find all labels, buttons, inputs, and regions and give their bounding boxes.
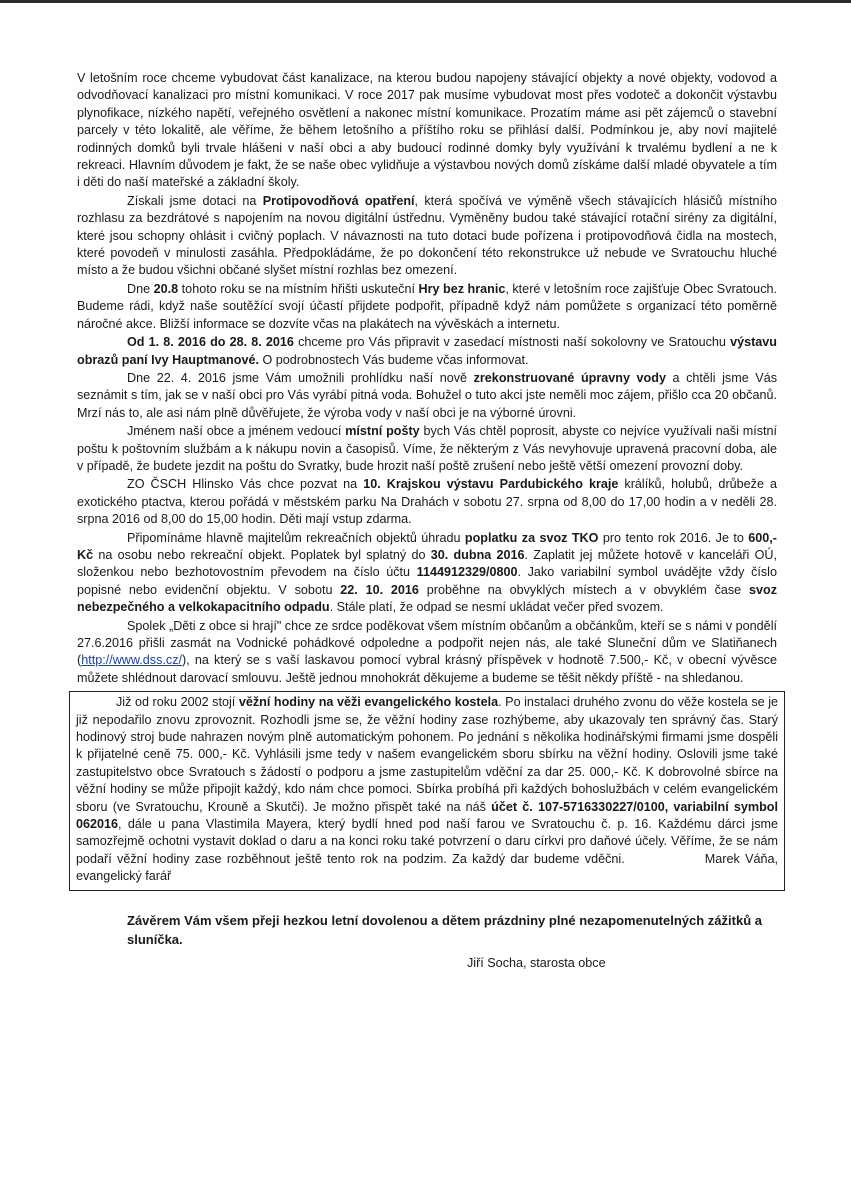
emphasis: 10. Krajskou výstavu Pardubického kraje [363,477,619,492]
text: pro tento rok 2016. Je to [598,530,749,545]
text: . Jako variabilní symbol uvádějte vždy číslo popisné nebo evidenční objektu. V sobotu [77,565,777,597]
text: králíků, holubů, drůbeže a exotického ptactva, kterou pořádá v městském parku Na Drahách v sobotu 27. srpna od 8,00 do 17,00 hodin a v neděli 28. srpna 2016 od 8,00 do 15,00 hodin. Děti mají vstup zdarma. [77,477,777,527]
text: . Stále platí, že odpad se nesmí ukládat večer před svozem. [329,600,664,615]
text: proběhne na obvyklých místech a v obvyklém čase [418,582,749,597]
paragraph-children-club [77,618,777,688]
emphasis: Protipovodňová opatření [262,193,415,208]
emphasis: poplatku za svoz TKO [464,530,599,545]
emphasis: Od 1. 8. 2016 do 28. 8. 2016 [127,335,294,350]
paragraph-sewerage [77,70,777,192]
paragraph-games [77,281,777,333]
paragraph-exhibition [77,334,777,369]
text: a chtěli jsme Vás seznámit s tím, jak se v naší obci pro Vás vyrábí pitná voda. Bohužel o tuto akci jste neměli moc zájem, přišlo cca 20 občanů. Mrzí nás to, ale asi nám plně důvěřujete, že výroba vody v naší obci je na výborné úrovni. [77,370,777,420]
text: ZO ČSCH Hlinsko Vás chce pozvat na [127,477,364,492]
text: Jménem naší obce a jménem vedoucí [127,424,346,439]
closing-wishes: Závěrem Vám všem přeji hezkou letní dovolenou a dětem prázdniny plné nezapomenutelných zážitků a sluníčka. [127,912,762,947]
paragraph-flood-grant [77,193,777,280]
text: tohoto roku se na místním hřišti uskuteční [178,281,419,296]
paragraph-church-clock [76,694,778,885]
paragraph-animal-show [77,476,777,528]
text: ), na který se s vaší laskavou pomocí vybral krásný příspěvek v hodnotě 7.500,- Kč, v obecní vývěsce můžete shlédnout darovací smlouvu. Ještě jednou mnohokrát děkujeme a budeme se těšit někdy příště - na shledanou. [77,653,777,685]
text: Získali jsme dotaci na [127,193,263,208]
emphasis: 22. 10. 2016 [340,582,419,597]
emphasis: 20.8 [153,281,179,296]
text: bych Vás chtěl poprosit, abyste co nejvíce využívali naši místní poštu k poštovním službám a k nákupu novin a časopisů. Víme, že některým z Vás nevyhovuje upravená pracovní doba, ale v případě, že budete jezdit na poštu do Svratky, bude hrozit naší poště zrušení nebo ještě větší omezení provozní doby. [77,424,777,473]
text: , které v letošním roce zajišťuje Obec Svratouch. Budeme rádi, když naše soutěžící svojí účastí přijdete podpořit, případně když nám pomůžete s organizací této poměrně náročné akce. Bližší informace se dozvíte včas na plakátech na vývěskách a internetu. [77,281,777,331]
emphasis: zrekonstruované úpravny vody [473,370,666,385]
scan-top-edge [0,0,851,3]
dss-link[interactable]: http://www.dss.cz/ [81,653,182,668]
emphasis: místní pošty [345,424,420,439]
text: . Zaplatit jej můžete hotově v kanceláři OÚ, složenkou nebo bezhotovostním převodem na číslo účtu [77,547,777,580]
paragraph-waste-fee [77,530,777,617]
emphasis: svoz nebezpečného a velkokapacitního odpadu [77,582,777,615]
paragraph-text: V letošním roce chceme vybudovat část kanalizace, na kterou budou napojeny stávající objekty a nové objekty, vodovod a odvodňovací kanalizaci pro místní komunikaci. V roce 2017 pak musíme vybudovat most přes vodoteč a dokončit výstavbu plynofikace, nízkého napětí, veřejného osvětlení a nakonec místní komunikace. Prozatím máme asi pět zájemců o stavební parcely v této lokalitě, ale věříme, že během letošního a příštího roku se přihlásí další. Podmínkou je, aby noví majitelé rodinných domků byli trvale hlášeni v naší obci a aby budoucí rodinné domky byly využívání k trvalému bydlení a ne k rekreaci. Hlavním důvodem je fakt, že se naše obec vylidňuje a výstavbou nových domů získáme další mladé obyvatele a tím i děti do naší mateřské a základní školy. [77,71,777,190]
text: Spolek „Děti z obce si hrají" chce ze srdce poděkovat všem místním občanům a občánkům, kteří se s námi v pondělí 27.6.2016 přišli zasmát na Vodnické pohádkové odpoledne a podpořit nejen nás, ale také Sluneční dům ve Slatiňanech ( [77,618,777,668]
text: Již od roku 2002 stojí [116,695,239,710]
emphasis: věžní hodiny na věži evangelického kostela [238,695,499,710]
emphasis: 600,- Kč [77,530,777,562]
mayor-signature: Jiří Socha, starosta obce [467,955,606,970]
church-clock-box [69,691,785,890]
emphasis: účet č. 107-5716330227/0100, variabilní symbol 062016 [76,799,778,832]
text: Připomínáme hlavně majitelům rekreačních objektů úhradu [127,530,465,545]
text: Dne [127,281,154,296]
emphasis: Hry bez hranic [418,281,506,296]
text: . Po instalaci druhého zvonu do věže kostela se je již nepodařilo znovu zprovoznit. Rozhodli jsme se, že věžní hodiny zase rozhýbeme, aby ukazovaly ten správný čas. Starý hodinový stroj bude nahrazen novým plně automatickým pohonem. Po jednání s několika hodinářskými firmami jsme dospěli k přijatelné ceně 75. 000,- Kč. Vyhlásili jsme tedy v našem evangelickém sboru sbírku na věžní hodiny. Oslovili jsme také zastupitelstvo obce Svratouch s žádostí o podporu a jsme zastupitelům vděční za dar 25. 000,- Kč. K dobrovolné sbírce na věžní hodiny se může připojit každý, kdo nám chce pomoci. Sbírka probíhá při každých bohoslužbách v celém evangelickém sboru (ve Svratouchu, Krouně a Skutči). Je možno přispět také na náš [76,695,778,814]
emphasis: výstavu obrazů paní Ivy Hauptmanové. [77,335,777,367]
text: na osobu nebo rekreační objekt. Poplatek byl splatný do [93,547,431,562]
text: O podrobnostech Vás budeme včas informovat. [258,352,529,367]
paragraph-water-plant [77,370,777,422]
text: chceme pro Vás připravit v zasedací místnosti naší sokolovny ve Sratouchu [293,335,731,350]
text: , která spočívá ve výměně všech stávajících hlásičů místního rozhlasu za bezdrátové s napojením na novou digitální ústřednu. Vyměněny budou také stávající rotační sirény za digitální, které jsou schopny ohlásit i cvičný poplach. V návaznosti na tuto dotaci bude pořízena i protipovodňová čidla na mostech, které povodeň v minulosti zasáhla. Předpokládáme, že po dokončení této rekonstrukce už nebude ve Svratouchu hluché místo a že budou všichni občané slyšet místní rozhlas bez omezení. [77,193,777,278]
pastor-signature: Marek Váňa, evangelický farář [76,851,778,884]
emphasis: 30. dubna 2016 [430,547,525,562]
text: Dne 22. 4. 2016 jsme Vám umožnili prohlídku naší nově [127,370,474,385]
paragraph-post-office [77,423,777,475]
text: , dále u pana Vlastimila Mayera, který bydlí hned pod naší farou ve Svratouchu č. p. 16. Každému dárci jsme samozřejmě ochotni vystavit doklad o daru a na konci roku také potvrzení o daru církvi pro daňové účely. Věříme, že se nám podaří věžní hodiny zase rozběhnout ještě tento rok na podzim. Za každý dar budeme vděčni. [76,817,778,866]
emphasis: 1144912329/0800 [416,565,518,580]
newsletter-page [77,70,777,972]
